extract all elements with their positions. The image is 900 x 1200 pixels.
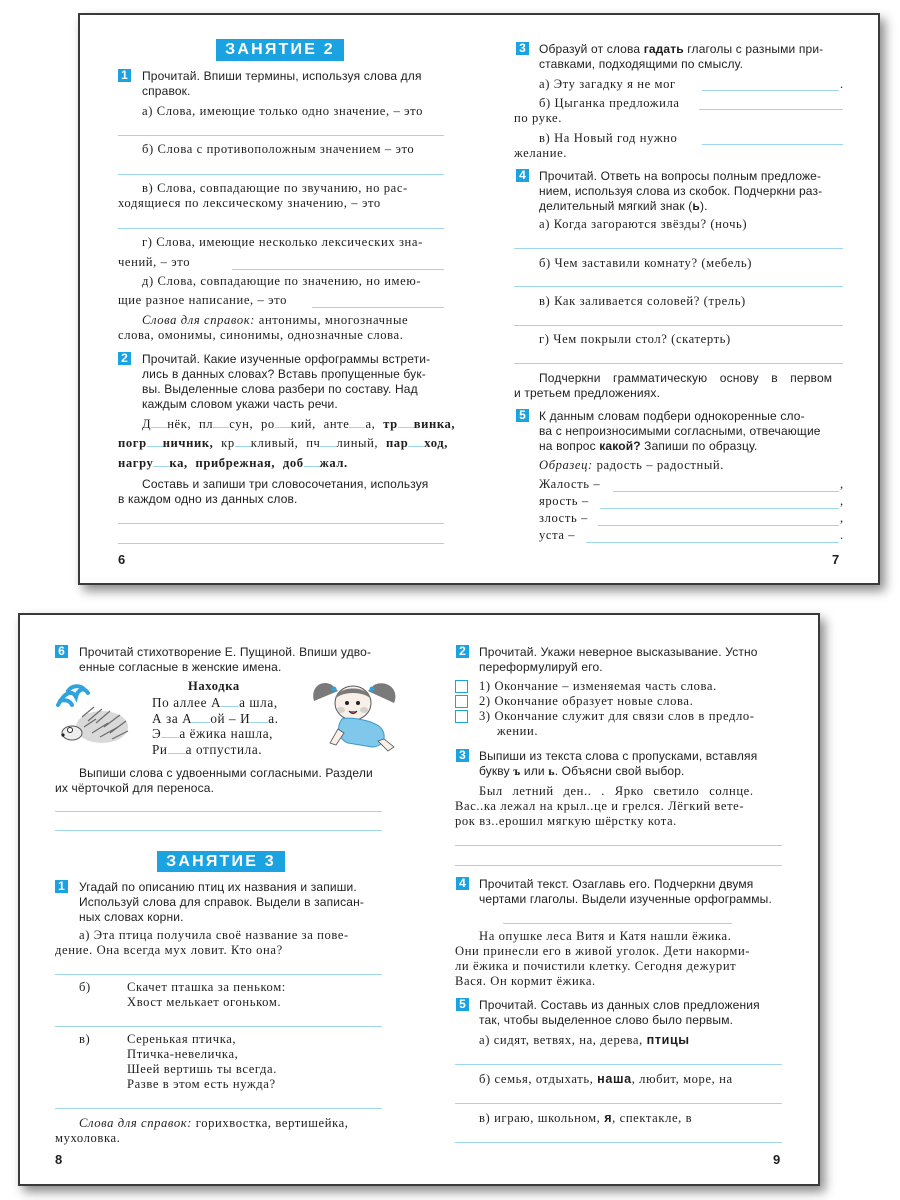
sample-label: Образец: [539, 458, 593, 472]
task-instruction: в каждом одно из данных слов. [118, 492, 298, 506]
riddle-b-line: Скачет пташка за пеньком: [127, 980, 286, 994]
task-number-badge: 1 [118, 69, 131, 82]
word-part: погр [118, 436, 147, 450]
answer-line[interactable] [613, 491, 839, 492]
keyword: наша [597, 1072, 632, 1086]
answer-line[interactable] [514, 248, 843, 249]
text: в) играю, школьном, [479, 1111, 605, 1125]
word-part: жал. [319, 456, 348, 470]
word-part: пч [306, 436, 321, 450]
word-part: тр [383, 417, 398, 431]
text: букву [479, 764, 514, 778]
page-8 [20, 615, 420, 1184]
word-set [479, 1072, 733, 1087]
task-number-badge: 4 [516, 169, 529, 182]
task-instruction: лись в данных словах? Вставь пропущенные бук- [142, 367, 426, 381]
text: . Объясни свой выбор. [554, 764, 685, 778]
word-part: линый, [336, 436, 379, 450]
workbook-spread-pages-6-7 [78, 13, 880, 585]
answer-line[interactable] [455, 1064, 782, 1065]
word-part: пл [198, 417, 214, 431]
task-instruction: Прочитай. Впиши термины, используя слова для [142, 69, 422, 83]
task-instruction: Составь и запиши три словосочетания, используя [142, 477, 429, 491]
sample-text: радость – радостный. [596, 458, 725, 472]
task-item-v: в) Слова, совпадающие по звучанию, но рас- [142, 181, 408, 195]
poem-line [152, 711, 279, 727]
page-number: 6 [118, 552, 126, 567]
lesson-banner: ЗАНЯТИЕ 2 [216, 39, 344, 61]
missing-letter-blank[interactable] [250, 712, 268, 723]
gapped-word [221, 436, 298, 450]
task-instruction: Угадай по описанию птиц их названия и запиши. [79, 880, 357, 894]
answer-line[interactable] [702, 144, 843, 145]
riddle-b-line: Хвост мелькает огоньком. [127, 995, 282, 1009]
task-item-a: а) Слова, имеющие только одно значение, – это [142, 104, 423, 118]
keyword: я [604, 1111, 613, 1125]
answer-line[interactable] [55, 811, 382, 812]
word-row [118, 436, 448, 451]
punctuation: . [840, 77, 844, 91]
riddle-v-line: Шеей вертишь ты всегда. [127, 1062, 278, 1076]
keyword: гадать [643, 42, 684, 56]
task-instruction: К данным словам подбери однокоренные сло- [539, 409, 805, 423]
poem-text: а. [268, 710, 279, 726]
word-part: кр [221, 436, 235, 450]
poem-line [152, 726, 279, 742]
word-part: винка, [413, 417, 456, 431]
reference-list: слова, омонимы, синонимы, однозначные слова. [118, 328, 404, 342]
answer-line[interactable] [455, 1142, 782, 1143]
poem-line [152, 742, 279, 758]
task-instruction: так, чтобы выделенное слово было первым. [479, 1013, 734, 1027]
gapped-word [142, 417, 191, 431]
poem-text: а шла, [239, 695, 278, 710]
gapped-word [199, 417, 253, 431]
poem-text: Э [152, 726, 162, 741]
gapped-word [386, 436, 448, 450]
task-item-b: б) Слова с противоположным значением – это [142, 142, 415, 156]
missing-letter-blank[interactable] [168, 743, 186, 754]
word-part: анте [323, 417, 350, 431]
task-instruction: Выпиши из текста слова с пропусками, вставляя [479, 749, 758, 763]
gapped-word [118, 436, 213, 450]
text: Запиши по образцу. [640, 439, 758, 453]
answer-line[interactable] [514, 325, 843, 326]
page-6 [80, 15, 480, 583]
missing-letter-blank[interactable] [304, 456, 320, 467]
task-instruction: и третьем предложениях. [514, 386, 661, 400]
word-part: а, [365, 417, 376, 431]
text: на вопрос [539, 439, 600, 453]
task-instruction: Выпиши слова с удвоенными согласными. Раздели [79, 766, 373, 780]
word-item: уста – [539, 528, 576, 542]
page-number: 8 [55, 1152, 63, 1167]
text: или [520, 764, 549, 778]
task-item-v: ходящиеся по лексическому значению, – это [118, 196, 381, 210]
statement-option: 1) Окончание – изменяемая часть слова. [479, 679, 717, 693]
task-number-badge: 5 [516, 409, 529, 422]
answer-line[interactable] [232, 269, 444, 270]
sample [539, 458, 724, 473]
task-instruction: справок. [142, 84, 191, 98]
riddle-label: б) [79, 980, 91, 994]
task-instruction: переформулируй его. [479, 660, 603, 674]
task-item-a: а) Эту загадку я не мог [539, 77, 676, 91]
answer-line[interactable] [586, 542, 839, 543]
poem-text: а ёжика нашла, [179, 726, 274, 741]
answer-line[interactable] [514, 363, 843, 364]
missing-letter-blank[interactable] [213, 417, 229, 428]
word-part: ход, [424, 436, 448, 450]
word-set [479, 1111, 692, 1126]
exercise-text: Вася. Он кормит ёжика. [455, 974, 596, 988]
answer-line[interactable] [55, 830, 382, 831]
riddle-v-line: Разве в этом есть нужда? [127, 1077, 276, 1091]
punctuation: , [840, 494, 844, 508]
answer-line[interactable] [118, 543, 444, 544]
answer-line[interactable] [600, 508, 839, 509]
task-number-badge: 1 [55, 880, 68, 893]
poem-text: ой – И [210, 710, 251, 726]
task-number-badge: 3 [516, 42, 529, 55]
task-instruction: чертами глаголы. Выдели изученные орфограммы. [479, 892, 772, 906]
keyword: какой? [599, 439, 641, 453]
task-item-g: чений, – это [118, 255, 191, 269]
task-instruction: енные согласные в женские имена. [79, 660, 282, 674]
text: , спектакле, в [612, 1111, 693, 1125]
task-item-v: в) На Новый год нужно [539, 131, 678, 145]
word-part: доб [282, 456, 304, 470]
riddle-a: а) Эта птица получила своё название за пове- [79, 928, 349, 942]
task-item-b: по руке. [514, 111, 562, 125]
task-instruction [479, 764, 685, 779]
task-instruction: их чёрточкой для переноса. [55, 781, 215, 795]
page-number: 7 [832, 552, 840, 567]
answer-line[interactable] [702, 90, 839, 91]
answer-line[interactable] [455, 865, 782, 866]
word-part: нагру [118, 456, 154, 470]
task-instruction: Прочитай стихотворение Е. Пущиной. Впиши удво- [79, 645, 372, 659]
task-item-d: щие разное написание, – это [118, 293, 287, 307]
page-number: 9 [773, 1152, 781, 1167]
missing-letter-blank[interactable] [161, 727, 179, 738]
statement-option: 3) Окончание служит для связи слов в предло- [479, 709, 755, 723]
answer-line[interactable] [455, 1103, 782, 1104]
exercise-text: Был летний ден.. . Ярко светило солнце. [479, 784, 754, 798]
task-instruction: ставками, подходящими по смыслу. [539, 57, 744, 71]
reference-list: горихвостка, вертишейка, [195, 1116, 349, 1130]
question: г) Чем покрыли стол? (скатерть) [539, 332, 731, 346]
word-part: нёк, [167, 417, 192, 431]
question: в) Как заливается соловей? (трель) [539, 294, 746, 308]
answer-line[interactable] [118, 523, 444, 524]
word-part: прибрежная, [195, 456, 276, 470]
statement-option: 2) Окончание образует новые слова. [479, 694, 694, 708]
missing-letter-blank[interactable] [151, 417, 167, 428]
poem-text: а отпустила. [185, 741, 263, 757]
gapped-word [306, 436, 378, 450]
riddle-label: в) [79, 1032, 91, 1046]
hedgehog-illustration [50, 677, 135, 749]
page-7 [480, 15, 880, 583]
task-instruction [539, 439, 757, 454]
task-number-badge: 6 [55, 645, 68, 658]
poem [152, 695, 279, 757]
missing-letter-blank[interactable] [192, 712, 210, 723]
reference-label: Слова для справок: [142, 313, 255, 327]
text: ). [699, 199, 708, 213]
text: б) семья, отдыхать, [479, 1072, 598, 1086]
task-item-g: г) Слова, имеющие несколько лексических зна- [142, 235, 423, 249]
task-instruction: вы. Выделенные слова разбери по составу. Над [142, 382, 418, 396]
word-row [142, 417, 455, 432]
exercise-text: ли ёжика и почистили клетку. Сегодня дежурит [455, 959, 737, 973]
task-number-badge: 2 [456, 645, 469, 658]
answer-checkbox[interactable] [455, 680, 468, 693]
gapped-word [324, 417, 376, 431]
missing-letter-blank[interactable] [408, 436, 424, 447]
text: , любит, море, на [631, 1072, 733, 1086]
text: Образуй от слова [539, 42, 644, 56]
word-part: Д [142, 417, 152, 431]
task-instruction [539, 42, 823, 57]
poem-text: Ри [152, 741, 168, 757]
punctuation: . [840, 528, 844, 542]
answer-line[interactable] [455, 845, 782, 846]
task-instruction: ных словах корни. [79, 910, 184, 924]
word-part: кливый, [250, 436, 299, 450]
reference-label: Слова для справок: [79, 1116, 192, 1130]
missing-letter-blank[interactable] [349, 417, 365, 428]
task-instruction: Прочитай. Ответь на вопросы полным предложе- [539, 169, 822, 183]
question: б) Чем заставили комнату? (мебель) [539, 256, 752, 270]
word-item: Жалость – [539, 477, 601, 491]
task-item-d: д) Слова, совпадающие по значению, но имею- [142, 274, 422, 288]
exercise-text: рок вз..ерошил мягкую шёрстку кота. [455, 814, 677, 828]
girl-illustration [308, 677, 400, 757]
reference-words [142, 313, 408, 328]
keyword: птицы [646, 1033, 690, 1047]
poem-title: Находка [188, 679, 240, 693]
word-part: ка, [169, 456, 188, 470]
word-part: ничник, [162, 436, 214, 450]
task-instruction [539, 199, 708, 214]
lesson-banner: ЗАНЯТИЕ 3 [157, 851, 285, 872]
missing-letter-blank[interactable] [235, 436, 251, 447]
poem-text: По аллее А [152, 695, 222, 710]
word-item: злость – [539, 511, 588, 525]
riddle-v-line: Птичка-невеличка, [127, 1047, 239, 1061]
text: делительный мягкий знак ( [539, 199, 693, 213]
gapped-word [195, 456, 275, 470]
poem-line [152, 695, 279, 711]
task-number-badge: 3 [456, 749, 469, 762]
task-instruction: Подчеркни грамматическую основу в первом [539, 371, 833, 385]
word-row [118, 456, 348, 471]
answer-checkbox[interactable] [455, 695, 468, 708]
task-item-v: желание. [514, 146, 568, 160]
keyword: ь [548, 764, 555, 778]
gapped-word [118, 456, 188, 470]
task-instruction: ва с непроизносимыми согласными, отвечающие [539, 424, 821, 438]
gapped-word [383, 417, 455, 431]
answer-line[interactable] [118, 174, 444, 175]
word-part: ро [260, 417, 275, 431]
task-item-b: б) Цыганка предложила [539, 96, 680, 110]
punctuation: , [840, 511, 844, 525]
exercise-text: На опушке леса Витя и Катя нашли ёжика. [479, 929, 732, 943]
answer-line[interactable] [598, 525, 839, 526]
missing-letter-blank[interactable] [398, 417, 414, 428]
answer-line[interactable] [55, 1026, 382, 1027]
task-instruction: Прочитай. Укажи неверное высказывание. Устно [479, 645, 758, 659]
task-instruction: Используй слова для справок. Выдели в записан- [79, 895, 364, 909]
statement-option: жении. [497, 724, 539, 738]
page-9 [420, 615, 820, 1184]
answer-line[interactable] [118, 135, 444, 136]
task-number-badge: 5 [456, 998, 469, 1011]
gapped-word [261, 417, 316, 431]
word-item: ярость – [539, 494, 589, 508]
word-part: кий, [290, 417, 316, 431]
task-instruction: Прочитай. Какие изученные орфограммы встрети- [142, 352, 431, 366]
text: глаголы с разными при- [683, 42, 824, 56]
title-line[interactable] [503, 923, 732, 924]
answer-line[interactable] [514, 286, 843, 287]
exercise-text: Вас..ка лежал на крыл..це и грелся. Лёгкий вете- [455, 799, 745, 813]
task-instruction: нием, используя слова из скобок. Подчеркни раз- [539, 184, 823, 198]
answer-checkbox[interactable] [455, 710, 468, 723]
riddle-v-line: Серенькая птичка, [127, 1032, 237, 1046]
answer-line[interactable] [699, 109, 843, 110]
answer-line[interactable] [118, 228, 444, 229]
word-part: пар [385, 436, 409, 450]
answer-line[interactable] [312, 307, 444, 308]
missing-letter-blank[interactable] [320, 436, 336, 447]
word-set [479, 1033, 690, 1048]
task-number-badge: 2 [118, 352, 131, 365]
punctuation: , [840, 477, 844, 491]
keyword: ъ [513, 764, 521, 778]
missing-letter-blank[interactable] [153, 456, 169, 467]
reference-list: мухоловка. [55, 1131, 121, 1145]
question: а) Когда загораются звёзды? (ночь) [539, 217, 748, 231]
riddle-a: дение. Она всегда мух ловит. Кто она? [55, 943, 283, 957]
missing-letter-blank[interactable] [221, 696, 239, 707]
task-instruction: Прочитай. Составь из данных слов предложения [479, 998, 760, 1012]
reference-list: антонимы, многозначные [258, 313, 409, 327]
answer-line[interactable] [55, 974, 382, 975]
reference-words [79, 1116, 349, 1131]
keyword: ь [692, 199, 700, 213]
text: а) сидят, ветвях, на, дерева, [479, 1033, 647, 1047]
missing-letter-blank[interactable] [275, 417, 291, 428]
word-part: сун, [229, 417, 254, 431]
exercise-text: Они принесли его в живой уголок. Дети накорми- [455, 944, 751, 958]
task-instruction: каждым словом укажи часть речи. [142, 397, 338, 411]
task-number-badge: 4 [456, 877, 469, 890]
answer-line[interactable] [55, 1108, 382, 1109]
gapped-word [283, 456, 348, 470]
poem-text: А за А [152, 710, 193, 726]
workbook-spread-pages-8-9 [18, 613, 820, 1186]
task-instruction: Прочитай текст. Озаглавь его. Подчеркни двумя [479, 877, 754, 891]
missing-letter-blank[interactable] [147, 436, 163, 447]
